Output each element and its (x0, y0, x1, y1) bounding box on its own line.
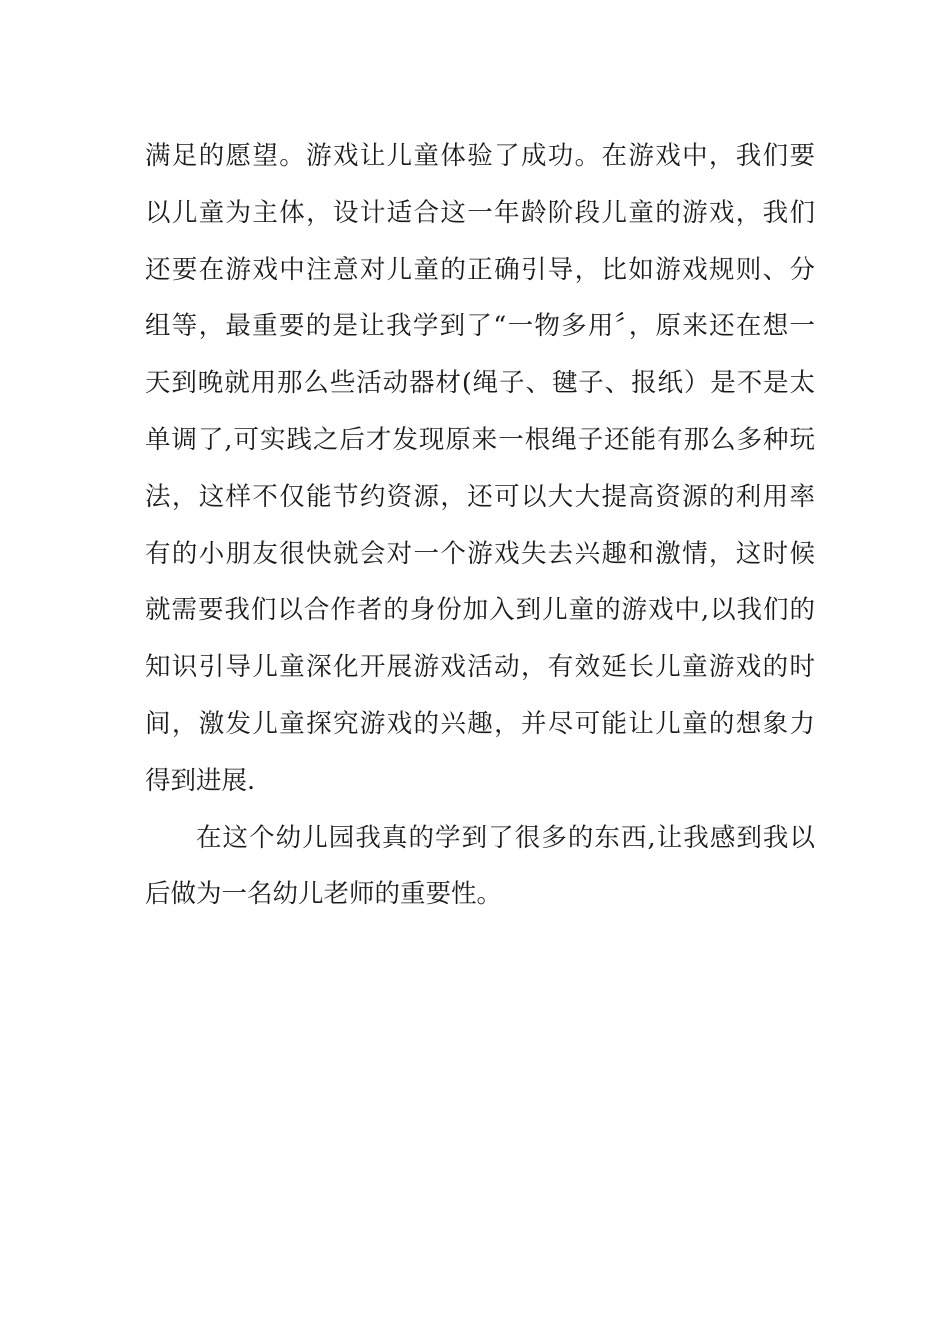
text-line: 满足的愿望。游戏让儿童体验了成功。在游戏中，我们要 (145, 141, 815, 171)
text-line: 后做为一名幼儿老师的重要性。 (145, 879, 503, 910)
text-line: 以儿童为主体，设计适合这一年龄阶段儿童的游戏，我们 (145, 197, 815, 228)
document-body (145, 128, 815, 923)
text-line: 在这个幼儿园我真的学到了很多的东西,让我感到我以 (196, 822, 815, 853)
text-line: 间，激发儿童探究游戏的兴趣，并尽可能让儿童的想象力 (145, 708, 815, 739)
text-line: 有的小朋友很快就会对一个游戏失去兴趣和激情，这时候 (145, 538, 815, 569)
text-line: 单调了,可实践之后才发现原来一根绳子还能有那么多种玩 (145, 424, 815, 455)
text-line: 组等，最重要的是让我学到了“一物多用〞，原来还在想一 (145, 311, 815, 342)
text-line: 还要在游戏中注意对儿童的正确引导，比如游戏规则、分 (145, 254, 815, 285)
paragraph-2 (145, 810, 815, 924)
text-line: 得到进展. (145, 765, 256, 796)
text-line: 知识引导儿童深化开展游戏活动，有效延长儿童游戏的时 (145, 652, 815, 683)
text-line: 就需要我们以合作者的身份加入到儿童的游戏中,以我们的 (145, 595, 815, 626)
paragraph-1 (145, 128, 815, 810)
text-line: 天到晚就用那么些活动器材(绳子、毽子、报纸）是不是太 (145, 368, 815, 399)
text-line: 法，这样不仅能节约资源，还可以大大提高资源的利用率 (145, 481, 815, 512)
